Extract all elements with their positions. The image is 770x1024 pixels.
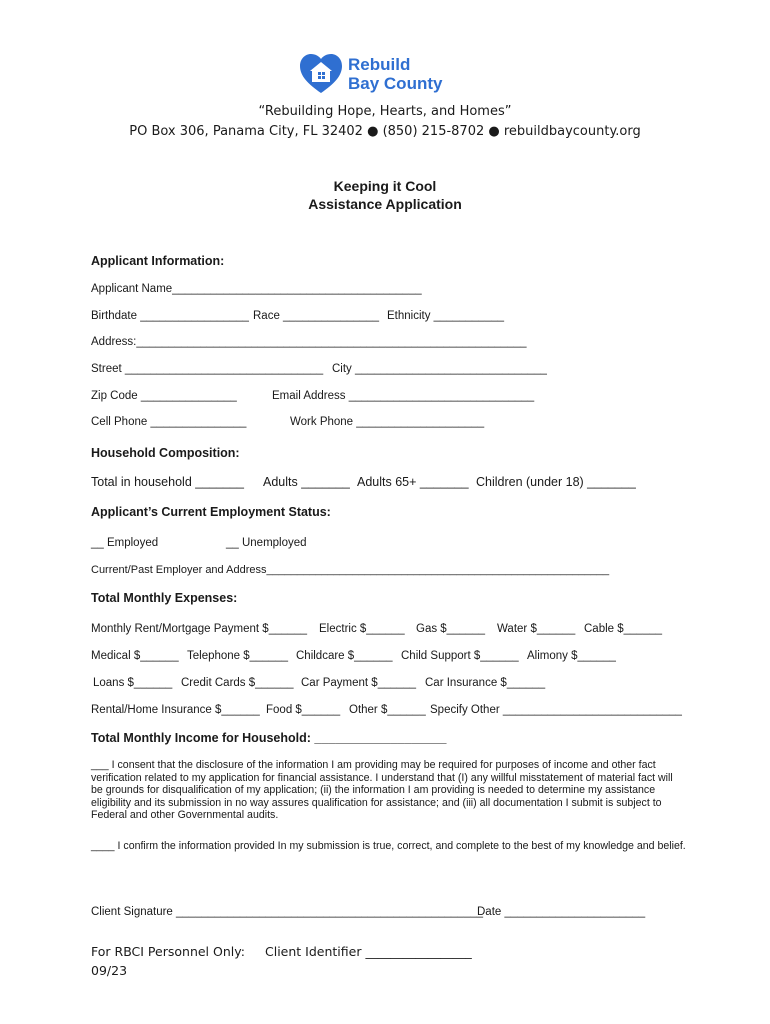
total-household-field[interactable]: Total in household _______	[91, 475, 244, 489]
form-title-line-1: Keeping it Cool	[333, 178, 437, 194]
tagline: “Rebuilding Hope, Hearts, and Homes”	[258, 104, 512, 119]
adults-65-field[interactable]: Adults 65+ _______	[357, 475, 469, 489]
adults-field[interactable]: Adults _______	[263, 475, 350, 489]
monthly-income-field[interactable]: Total Monthly Income for Household: ___________________	[91, 731, 447, 745]
email-field[interactable]: Email Address _____________________________	[272, 390, 535, 402]
logo-line-1: Rebuild	[348, 55, 411, 74]
logo	[298, 52, 468, 96]
employment-heading: Applicant’s Current Employment Status:	[91, 505, 331, 519]
rental-home-insurance-field[interactable]: Rental/Home Insurance $______	[91, 704, 260, 716]
other-field[interactable]: Other $______	[349, 704, 426, 716]
house-heart-icon	[298, 52, 344, 96]
birthdate-field[interactable]: Birthdate _________________	[91, 310, 249, 322]
signature-date-field[interactable]: Date ______________________	[477, 906, 646, 918]
loans-field[interactable]: Loans $______	[93, 677, 173, 689]
alimony-field[interactable]: Alimony $______	[527, 650, 616, 662]
personnel-only-label: For RBCI Personnel Only:	[91, 944, 245, 959]
work-phone-field[interactable]: Work Phone ____________________	[290, 416, 485, 428]
cell-phone-field[interactable]: Cell Phone _______________	[91, 416, 247, 428]
applicant-name-field[interactable]: Applicant Name_______________________________________	[91, 283, 422, 295]
childcare-field[interactable]: Childcare $______	[296, 650, 393, 662]
employer-field[interactable]: Current/Past Employer and Address________________________________________________________	[91, 564, 610, 576]
specify-other-field[interactable]: Specify Other ____________________________	[430, 704, 682, 716]
expenses-heading: Total Monthly Expenses:	[91, 591, 238, 605]
telephone-field[interactable]: Telephone $______	[187, 650, 289, 662]
cable-field[interactable]: Cable $______	[584, 623, 663, 635]
medical-field[interactable]: Medical $______	[91, 650, 179, 662]
children-field[interactable]: Children (under 18) _______	[476, 475, 636, 489]
client-identifier-field[interactable]: Client Identifier _________________	[265, 944, 472, 959]
race-field[interactable]: Race _______________	[253, 310, 379, 322]
car-insurance-field[interactable]: Car Insurance $______	[425, 677, 546, 689]
child-support-field[interactable]: Child Support $______	[401, 650, 519, 662]
ethnicity-field[interactable]: Ethnicity ___________	[387, 310, 505, 322]
food-field[interactable]: Food $______	[266, 704, 341, 716]
contact-line: PO Box 306, Panama City, FL 32402 ● (850) 215-8702 ● rebuildbaycounty.org	[129, 124, 641, 139]
form-title-line-2: Assistance Application	[308, 196, 462, 212]
logo-line-2: Bay County	[348, 74, 443, 93]
city-field[interactable]: City ______________________________	[332, 363, 547, 375]
consent-paragraph: ___ I consent that the disclosure of the information I am providing may be required for purposes of income and other fact verification related to my application for financial assistance. I understand that (I) any willful misstatement of material fact will be grounds for disqualification of my application; (ii) the information I am providing is needed to determine my assistance eligibility and its submission in no way assures qualification for assistance; and (iii) all documentation I submit is subject to Federal and other Governmental audits.	[91, 759, 673, 822]
street-field[interactable]: Street _______________________________	[91, 363, 324, 375]
household-heading: Household Composition:	[91, 446, 240, 460]
unemployed-option[interactable]: __ Unemployed	[226, 537, 307, 549]
client-signature-field[interactable]: Client Signature ________________________________________________	[91, 906, 484, 918]
electric-field[interactable]: Electric $______	[319, 623, 405, 635]
rent-mortgage-field[interactable]: Monthly Rent/Mortgage Payment $______	[91, 623, 308, 635]
employed-option[interactable]: __ Employed	[91, 537, 159, 549]
zip-code-field[interactable]: Zip Code _______________	[91, 390, 237, 402]
applicant-info-heading: Applicant Information:	[91, 254, 225, 268]
form-version: 09/23	[91, 963, 128, 978]
gas-field[interactable]: Gas $______	[416, 623, 486, 635]
car-payment-field[interactable]: Car Payment $______	[301, 677, 417, 689]
water-field[interactable]: Water $______	[497, 623, 576, 635]
address-field[interactable]: Address:_____________________________________________________________	[91, 336, 527, 348]
confirm-paragraph: ____ I confirm the information provided In my submission is true, correct, and complete to the best of my knowledge and belief.	[91, 840, 686, 852]
credit-cards-field[interactable]: Credit Cards $______	[181, 677, 294, 689]
